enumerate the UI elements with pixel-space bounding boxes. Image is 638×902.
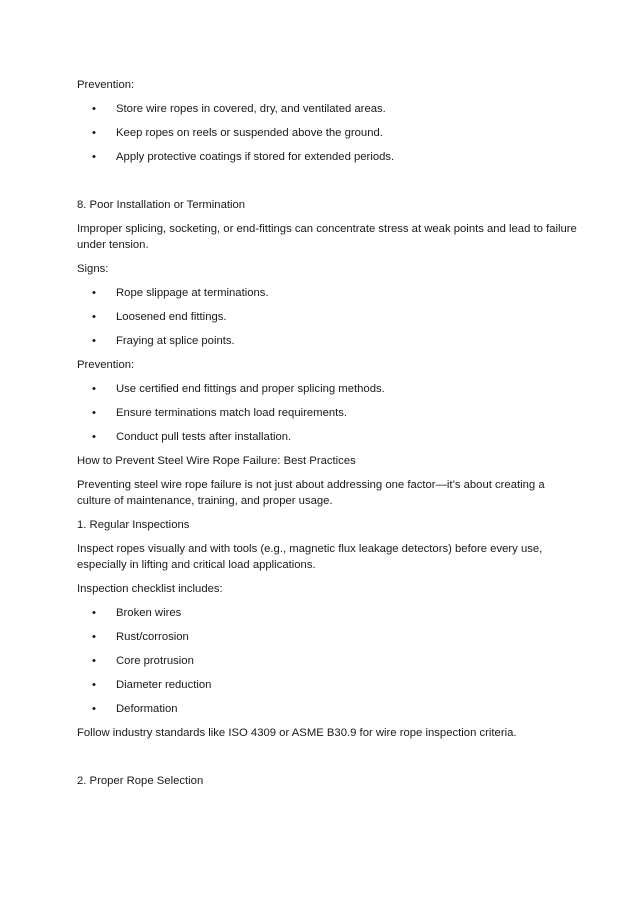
paragraph-line: Preventing steel wire rope failure is not just about addressing one factor—it’s about creating a	[77, 479, 545, 491]
bullet-dot: •	[92, 679, 96, 691]
list-item: Keep ropes on reels or suspended above the ground.	[116, 127, 383, 139]
bullet-dot: •	[92, 383, 96, 395]
bullet-dot: •	[92, 151, 96, 163]
section-heading: How to Prevent Steel Wire Rope Failure: Best Practices	[77, 455, 356, 467]
bullet-dot: •	[92, 607, 96, 619]
list-item: Rope slippage at terminations.	[116, 287, 269, 299]
list-item: Diameter reduction	[116, 679, 212, 691]
list-item: Store wire ropes in covered, dry, and ventilated areas.	[116, 103, 386, 115]
paragraph-line: culture of maintenance, training, and proper usage.	[77, 495, 333, 507]
bullet-dot: •	[92, 431, 96, 443]
bullet-dot: •	[92, 655, 96, 667]
list-item: Use certified end fittings and proper splicing methods.	[116, 383, 385, 395]
paragraph-line: Improper splicing, socketing, or end-fittings can concentrate stress at weak points and lead to failure	[77, 223, 577, 235]
paragraph-line: under tension.	[77, 239, 149, 251]
list-item: Deformation	[116, 703, 178, 715]
bullet-dot: •	[92, 127, 96, 139]
checklist-label: Inspection checklist includes:	[77, 583, 223, 595]
paragraph-line: Inspect ropes visually and with tools (e.g., magnetic flux leakage detectors) before every use,	[77, 543, 543, 555]
paragraph-line: Follow industry standards like ISO 4309 or ASME B30.9 for wire rope inspection criteria.	[77, 727, 517, 739]
list-item: Broken wires	[116, 607, 182, 619]
bullet-dot: •	[92, 407, 96, 419]
signs-label: Signs:	[77, 263, 109, 275]
paragraph-line: especially in lifting and critical load applications.	[77, 559, 316, 571]
bullet-dot: •	[92, 631, 96, 643]
bullet-dot: •	[92, 311, 96, 323]
bullet-dot: •	[92, 703, 96, 715]
subsection-heading: 2. Proper Rope Selection	[77, 775, 204, 787]
subsection-heading: 1. Regular Inspections	[77, 519, 190, 531]
list-item: Loosened end fittings.	[116, 311, 227, 323]
bullet-dot: •	[92, 287, 96, 299]
section-heading: 8. Poor Installation or Termination	[77, 199, 246, 211]
list-item: Conduct pull tests after installation.	[116, 431, 292, 443]
prevention-label: Prevention:	[77, 79, 135, 91]
list-item: Rust/corrosion	[116, 631, 189, 643]
prevention-label: Prevention:	[77, 359, 135, 371]
list-item: Core protrusion	[116, 655, 194, 667]
list-item: Ensure terminations match load requirements.	[116, 407, 348, 419]
list-item: Apply protective coatings if stored for extended periods.	[116, 151, 395, 163]
bullet-dot: •	[92, 335, 96, 347]
list-item: Fraying at splice points.	[116, 335, 235, 347]
bullet-dot: •	[92, 103, 96, 115]
